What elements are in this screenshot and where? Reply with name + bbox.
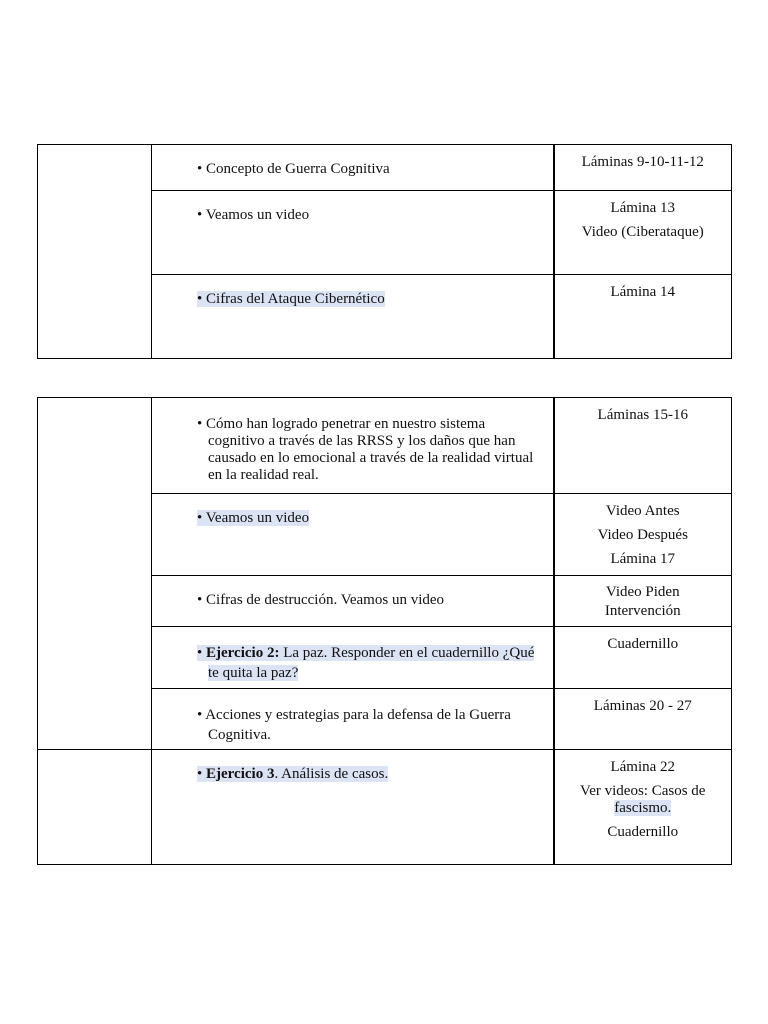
reference-list: Video Piden Intervención bbox=[604, 584, 681, 619]
table2-row6-activity bbox=[152, 750, 554, 865]
table1-left-cell bbox=[38, 145, 152, 359]
table2-row2-activity bbox=[152, 494, 554, 576]
reference-list: Cuadernillo bbox=[607, 636, 679, 652]
reference-list: Lámina 13 Video (Ciberataque) bbox=[581, 200, 704, 240]
reference-list: Láminas 20 - 27 bbox=[593, 698, 692, 714]
table2-row1-ref bbox=[554, 398, 732, 494]
reference-list: Lámina 22 Ver videos: Casos de fascismo. Cuadernillo bbox=[580, 759, 706, 840]
reference-list: Lámina 14 bbox=[610, 284, 676, 300]
activity-item: • Cómo han logrado penetrar en nuestro sistema cognitivo a través de las RRSS y los daños que han causado en lo emocional a través de la realidad virtual en la realidad real. bbox=[197, 416, 534, 483]
table2-row4-ref bbox=[554, 627, 732, 689]
activity-item: • Cifras de destrucción. Veamos un video bbox=[197, 592, 445, 608]
table1-row1-ref bbox=[554, 145, 732, 191]
table2-row4-activity bbox=[152, 627, 554, 689]
table1-row2-activity bbox=[152, 191, 554, 275]
reference-list: Láminas 9-10-11-12 bbox=[581, 154, 704, 170]
table1-row1-activity bbox=[152, 145, 554, 191]
table2-row2-ref bbox=[554, 494, 732, 576]
activity-item: • Veamos un video bbox=[197, 510, 310, 526]
activity-item: • Cifras del Ataque Cibernético bbox=[197, 291, 385, 307]
table2-left-cell-top bbox=[38, 398, 152, 750]
table2-row3-ref bbox=[554, 576, 732, 627]
activity-item: • Ejercicio 2: La paz. Responder en el cuadernillo ¿Qué te quita la paz? bbox=[197, 645, 535, 681]
table2-row5-ref bbox=[554, 689, 732, 750]
activities-table-1 bbox=[37, 144, 732, 359]
activity-item: • Acciones y estrategias para la defensa de la Guerra Cognitiva. bbox=[197, 707, 511, 743]
table1-row2-ref bbox=[554, 191, 732, 275]
table2-row6-ref bbox=[554, 750, 732, 865]
table2-left-cell-bottom bbox=[38, 750, 152, 865]
table2-row5-activity bbox=[152, 689, 554, 750]
activity-item: • Veamos un video bbox=[197, 207, 310, 223]
table1-row3-activity bbox=[152, 275, 554, 359]
reference-list: Video Antes Video Después Lámina 17 bbox=[597, 503, 688, 567]
activity-item: • Ejercicio 3. Análisis de casos. bbox=[197, 766, 389, 782]
table2-row1-activity bbox=[152, 398, 554, 494]
activities-table-2 bbox=[37, 397, 732, 865]
reference-list: Láminas 15-16 bbox=[597, 407, 688, 423]
activity-item: • Concepto de Guerra Cognitiva bbox=[197, 161, 390, 177]
table1-row3-ref bbox=[554, 275, 732, 359]
table2-row3-activity bbox=[152, 576, 554, 627]
